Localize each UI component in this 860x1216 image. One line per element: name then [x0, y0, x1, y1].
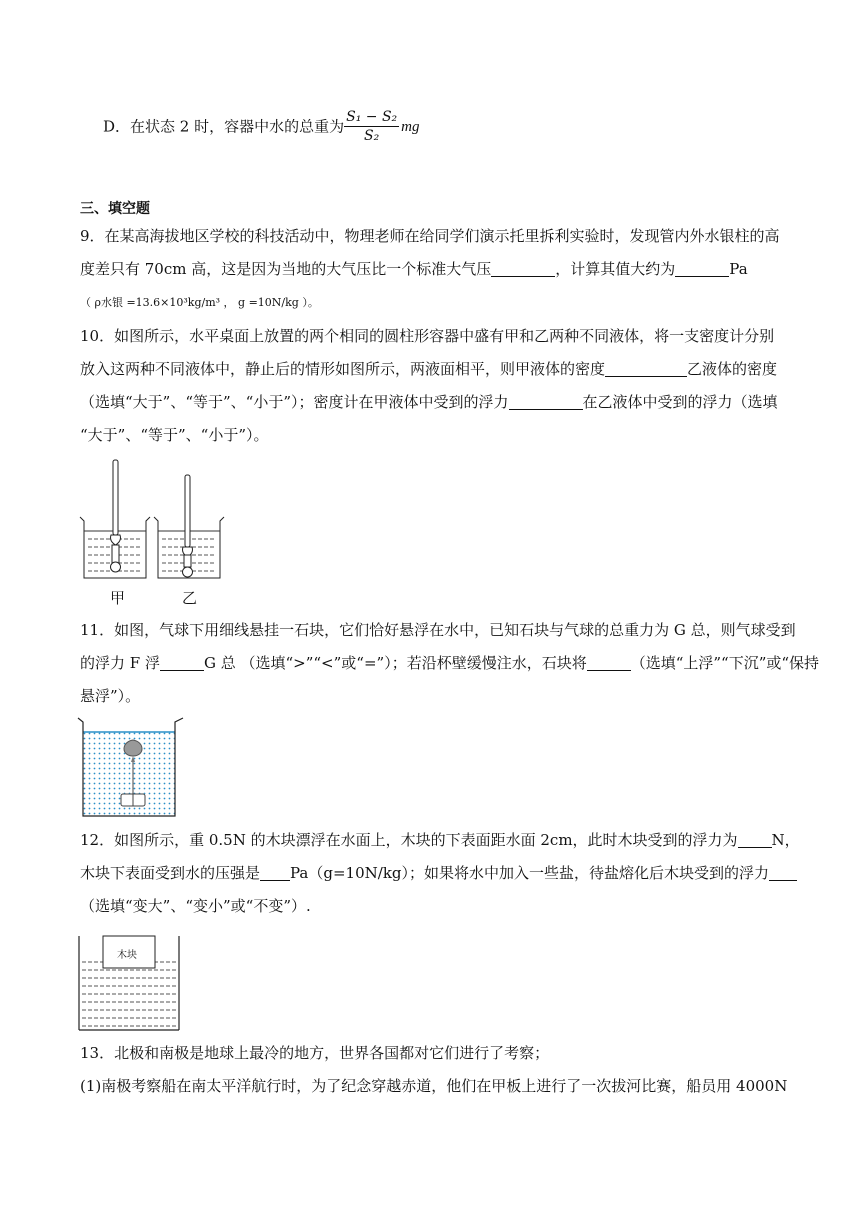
wood-block-label: 木块: [117, 950, 137, 961]
q10-text-a: 放入这两种不同液体中，静止后的情形如图所示，两液面相平，则甲液体的密度: [80, 360, 606, 378]
q10-text-c: （选填“大于”、“等于”、“小于”）；密度计在甲液体中受到的浮力: [80, 393, 509, 411]
hydrometer-left: [111, 460, 121, 572]
q11-text-c: （选填“上浮”“下沉”或“保持: [630, 654, 820, 672]
q12-line2: [80, 863, 797, 883]
option-d-fraction: [344, 108, 399, 145]
q11-line1: 11．如图，气球下用细线悬挂一石块，它们恰好悬浮在水中，已知石块与气球的总重力为 G 总，则气球受到: [80, 621, 796, 639]
q10-text-b: 乙液体的密度: [687, 360, 778, 378]
q11-line3: 悬浮”）。: [80, 687, 141, 705]
q12-blank-2[interactable]: [260, 864, 290, 881]
q12-text-d: Pa（g=10N/kg）；如果将水中加入一些盐，待盐熔化后木块受到的浮力: [290, 864, 770, 882]
q10-line3: [80, 392, 778, 412]
section-title: 三、填空题: [80, 201, 150, 217]
q13-line2: (1)南极考察船在南太平洋航行时，为了纪念穿越赤道，他们在甲板上进行了一次拔河比赛，船员用 4000N: [80, 1077, 788, 1095]
q9-line2: [80, 259, 748, 279]
q10-line4: “大于”、“等于”、“小于”）。: [80, 426, 269, 444]
q10-text-d: 在乙液体中受到的浮力（选填: [582, 393, 778, 411]
q9-text-b: ，计算其值大约为: [555, 260, 676, 278]
q11-figure: [77, 716, 185, 818]
q9-text-a: 度差只有 70cm 高，这是因为当地的大气压比一个标准大气压: [80, 260, 492, 278]
q12-text-c: 木块下表面受到水的压强是: [80, 864, 261, 882]
q9-line1: 9．在某高海拔地区学校的科技活动中，物理老师在给同学们演示托里拆利实验时，发现管内外水银柱的高: [80, 227, 780, 245]
q12-blank-1[interactable]: [738, 831, 772, 848]
q10-blank-2[interactable]: [509, 393, 583, 410]
q11-blank-2[interactable]: [587, 654, 631, 671]
q12-text-b: N，: [771, 831, 800, 849]
option-d-suffix: mg: [401, 118, 420, 135]
q11-line2: [80, 653, 819, 673]
q12-blank-3[interactable]: [769, 864, 797, 881]
q11-text-b: G 总 （选填“>”“<”或“=”）；若沿杯壁缓慢注水，石块将: [203, 654, 587, 672]
q12-line1: [80, 830, 800, 850]
q10-blank-1[interactable]: [605, 360, 687, 377]
q9-blank-2[interactable]: [675, 260, 729, 277]
q12-line3: （选填“变大”、“变小”或“不变”）.: [80, 897, 311, 915]
q10-line2: [80, 359, 777, 379]
fraction-numerator: S₁ − S₂: [346, 109, 398, 125]
q9-line3: （ ρ水银 =13.6×10³kg/m³ ， g =10N/kg ）。: [80, 296, 319, 309]
option-d: [103, 108, 420, 145]
q10-line1: 10．如图所示，水平桌面上放置的两个相同的圆柱形容器中盛有甲和乙两种不同液体，将一支密度计分别: [80, 327, 775, 345]
fig-label-right: 乙: [182, 589, 198, 607]
q11-blank-1[interactable]: [160, 654, 204, 671]
fig-label-left: 甲: [110, 589, 126, 607]
q9-text-c: Pa: [729, 260, 748, 278]
q9-blank-1[interactable]: [491, 260, 555, 277]
q11-text-a: 的浮力 F 浮: [80, 654, 160, 672]
q10-figure: [78, 455, 228, 580]
water-lines: [82, 962, 176, 1026]
fraction-denominator: S₂: [364, 128, 380, 144]
hydrometer-right: [183, 475, 193, 577]
stone: [121, 794, 145, 806]
option-d-text: D．在状态 2 时，容器中水的总重为: [103, 117, 345, 136]
q13-line1: 13．北极和南极是地球上最冷的地方，世界各国都对它们进行了考察；: [80, 1044, 550, 1062]
q12-text-a: 12．如图所示，重 0.5N 的木块漂浮在水面上，木块的下表面距水面 2cm，此时木块受到的浮力为: [80, 831, 738, 849]
